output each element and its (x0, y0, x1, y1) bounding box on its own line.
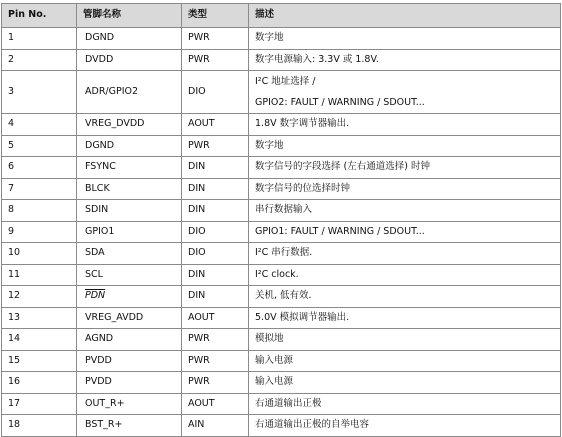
pin-name-text: PVDD (85, 354, 112, 366)
pin-number-cell: 11 (2, 264, 77, 286)
pin-name-text: FSYNC (85, 161, 116, 173)
pin-type-cell: DIN (182, 178, 249, 200)
table-row (2, 243, 561, 265)
pin-number-cell: 9 (2, 221, 77, 243)
pin-name-cell (77, 200, 182, 222)
pin-description-cell (249, 350, 561, 372)
header-pin-no: Pin No. (2, 4, 77, 28)
table-row (2, 200, 561, 222)
table-row (2, 350, 561, 372)
pin-type-cell: PWR (182, 135, 249, 157)
table-row (2, 28, 561, 50)
table-row (2, 264, 561, 286)
pin-description-cell (249, 243, 561, 265)
pin-number-cell: 5 (2, 135, 77, 157)
pin-number-cell: 10 (2, 243, 77, 265)
pin-number-cell: 14 (2, 329, 77, 351)
pin-name-text: DGND (85, 139, 115, 151)
description-line: I²C 串行数据. (255, 247, 313, 259)
pin-name-cell (77, 28, 182, 50)
description-line: GPIO1: FAULT / WARNING / SDOUT... (255, 225, 425, 237)
pin-name-text: PVDD (85, 376, 112, 388)
description-line: 输入电源 (255, 376, 294, 388)
pin-number-cell: 17 (2, 393, 77, 415)
table-row (2, 71, 561, 114)
table-header-row (2, 4, 561, 28)
description-line: 关机, 低有效. (255, 290, 312, 302)
description-line: 数字地 (255, 139, 284, 151)
description-line: I²C 地址选择 / (255, 76, 316, 87)
pin-name-cell (77, 178, 182, 200)
description-line: 数字信号的字段选择 (左右通道选择) 时钟 (255, 161, 430, 173)
pin-type-cell: AOUT (182, 393, 249, 415)
pin-name-text: AGND (85, 333, 114, 345)
pin-number-cell: 4 (2, 114, 77, 136)
pin-name-cell (77, 393, 182, 415)
description-line: 输入电源 (255, 354, 294, 366)
pin-description-cell (249, 372, 561, 394)
pin-name-cell (77, 243, 182, 265)
pin-description-cell (249, 329, 561, 351)
table-row (2, 372, 561, 394)
pin-name-text: SDIN (85, 204, 109, 216)
pin-name-cell (77, 329, 182, 351)
header-type: 类型 (182, 4, 249, 28)
pin-name-cell (77, 264, 182, 286)
pin-description-cell (249, 286, 561, 308)
table-row (2, 329, 561, 351)
pin-type-cell: PWR (182, 372, 249, 394)
pin-type-cell: AOUT (182, 307, 249, 329)
table-row (2, 307, 561, 329)
pin-name-cell (77, 415, 182, 437)
pin-description-cell (249, 221, 561, 243)
pin-type-cell: AOUT (182, 114, 249, 136)
pin-description-cell (249, 415, 561, 437)
description-line: GPIO2: FAULT / WARNING / SDOUT... (255, 97, 425, 108)
pin-name-cell (77, 71, 182, 114)
pin-name-text: SDA (85, 247, 105, 259)
pin-number-cell: 13 (2, 307, 77, 329)
description-line: I²C clock. (255, 268, 299, 280)
pin-type-cell: DIN (182, 200, 249, 222)
pin-type-cell: DIO (182, 221, 249, 243)
pin-type-cell: PWR (182, 49, 249, 71)
table-body (2, 28, 561, 437)
table-row (2, 49, 561, 71)
pin-type-cell: PWR (182, 28, 249, 50)
pin-number-cell: 6 (2, 157, 77, 179)
description-line: 数字电源输入: 3.3V 或 1.8V. (255, 53, 379, 65)
table-row (2, 393, 561, 415)
pin-description-cell (249, 307, 561, 329)
pin-name-text: SCL (85, 268, 103, 280)
table-row (2, 157, 561, 179)
pin-description-cell (249, 200, 561, 222)
pin-name-text: BLCK (85, 182, 110, 194)
pin-number-cell: 12 (2, 286, 77, 308)
description-line: 5.0V 模拟调节器输出. (255, 311, 350, 323)
pin-name-cell (77, 372, 182, 394)
pin-name-text: DVDD (85, 53, 114, 65)
description-line: 右通道输出正极的自举电容 (255, 419, 370, 431)
pin-name-text: VREG_AVDD (85, 311, 144, 323)
pin-name-cell (77, 114, 182, 136)
pin-description-cell (249, 178, 561, 200)
pin-name-cell (77, 307, 182, 329)
pin-number-cell: 8 (2, 200, 77, 222)
pin-description-cell (249, 157, 561, 179)
pin-number-cell: 16 (2, 372, 77, 394)
description-line: 数字地 (255, 32, 284, 44)
description-line: 串行数据输入 (255, 204, 313, 216)
pin-number-cell: 3 (2, 71, 77, 114)
table-row (2, 286, 561, 308)
pin-description-cell (249, 264, 561, 286)
description-line: 右通道输出正极 (255, 397, 322, 409)
pin-type-cell: DIO (182, 243, 249, 265)
pin-number-cell: 7 (2, 178, 77, 200)
pin-name-cell (77, 350, 182, 372)
pin-description-cell (249, 393, 561, 415)
pin-type-cell: PWR (182, 350, 249, 372)
pin-name-text: DGND (85, 32, 115, 44)
table-row (2, 178, 561, 200)
pin-type-cell: PWR (182, 329, 249, 351)
pin-number-cell: 2 (2, 49, 77, 71)
table-row (2, 135, 561, 157)
pin-name-cell (77, 49, 182, 71)
pin-name-text: BST_R+ (85, 419, 123, 431)
pin-type-cell: DIN (182, 264, 249, 286)
table-row (2, 221, 561, 243)
pin-name-text: $\overline{PDN}$ (85, 290, 106, 302)
pin-description-cell (249, 71, 561, 114)
pin-name-text: OUT_R+ (85, 397, 125, 409)
pin-name-text: GPIO1 (85, 225, 115, 237)
pin-description-cell (249, 28, 561, 50)
pin-name-cell (77, 135, 182, 157)
pin-description-cell (249, 135, 561, 157)
pin-type-cell: DIN (182, 157, 249, 179)
pin-table (1, 3, 561, 437)
pin-type-cell: DIO (182, 71, 249, 114)
pin-type-cell: DIN (182, 286, 249, 308)
table-row (2, 114, 561, 136)
pin-type-cell: AIN (182, 415, 249, 437)
description-line: 1.8V 数字调节器输出. (255, 118, 350, 130)
pin-name-text: ADR/GPIO2 (85, 85, 139, 97)
pin-name-cell (77, 157, 182, 179)
pin-name-cell (77, 221, 182, 243)
pin-name-text: VREG_DVDD (85, 118, 145, 130)
pin-number-cell: 15 (2, 350, 77, 372)
header-description: 描述 (249, 4, 561, 28)
pin-name-cell (77, 286, 182, 308)
description-line: 数字信号的位选择时钟 (255, 182, 351, 194)
table-row (2, 415, 561, 437)
pin-number-cell: 1 (2, 28, 77, 50)
pin-description-cell (249, 49, 561, 71)
header-pin-name: 管脚名称 (77, 4, 182, 28)
description-line: 模拟地 (255, 333, 284, 345)
pin-description-cell (249, 114, 561, 136)
pin-number-cell: 18 (2, 415, 77, 437)
